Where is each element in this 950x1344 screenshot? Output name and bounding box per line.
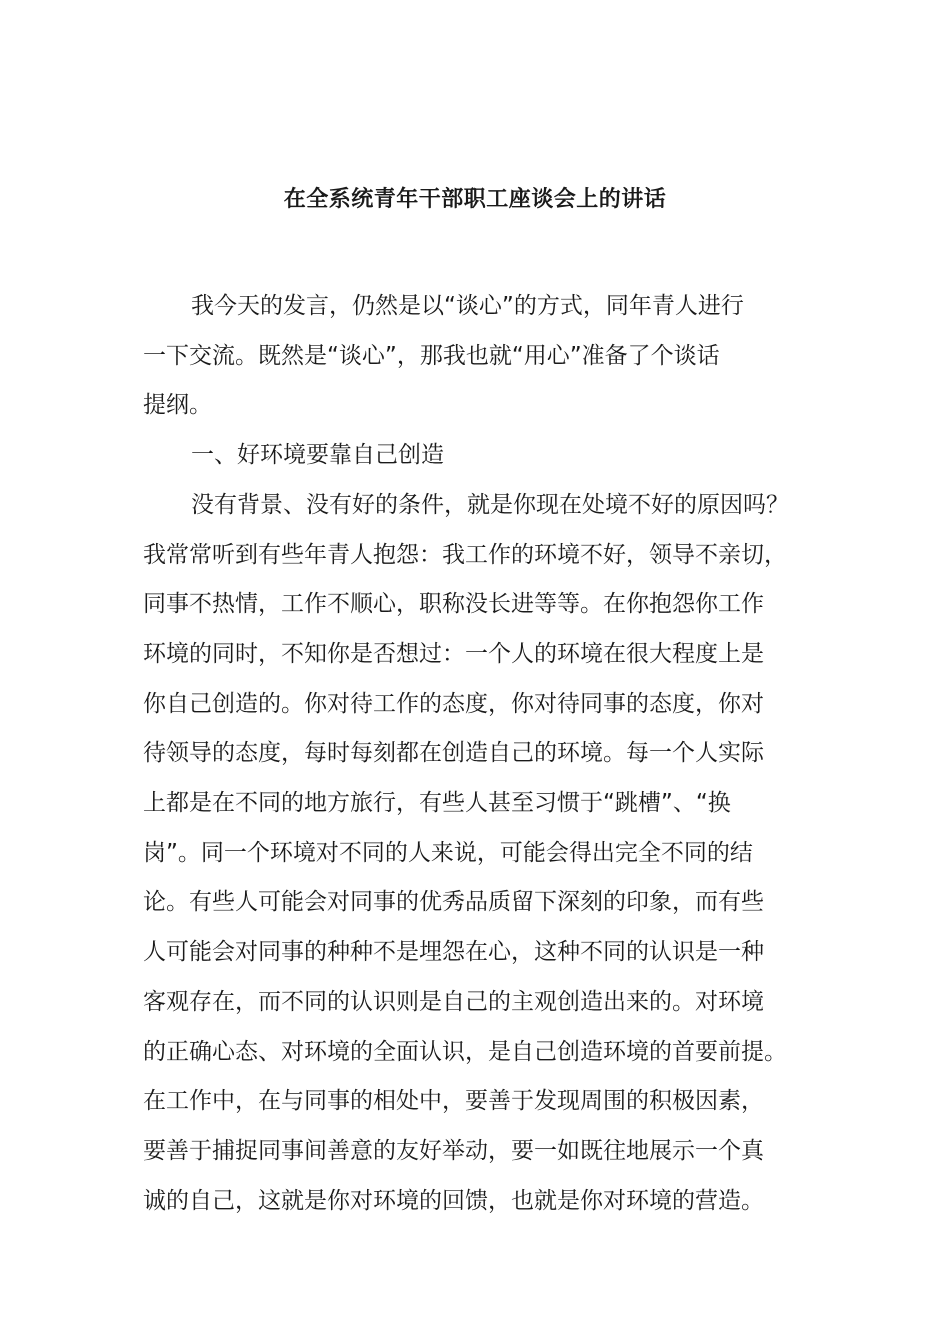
text-line: 岗”。同一个环境对不同的人来说，可能会得出完全不同的结	[143, 839, 753, 866]
text-line: 上都是在不同的地方旅行，有些人甚至习惯于“跳槽”、“换	[143, 790, 731, 817]
text-line: 我常常听到有些年青人抱怨：我工作的环境不好，领导不亲切，	[143, 541, 787, 568]
text-line: 客观存在，而不同的认识则是自己的主观创造出来的。对环境	[143, 988, 764, 1015]
document-body	[143, 282, 833, 1226]
text-line: 你自己创造的。你对待工作的态度，你对待同事的态度，你对	[143, 690, 764, 717]
text-line: 提纲。	[143, 392, 212, 419]
text-line: 论。有些人可能会对同事的优秀品质留下深刻的印象，而有些	[143, 889, 764, 916]
paragraph-environment	[143, 481, 833, 1227]
text-line: 待领导的态度，每时每刻都在创造自己的环境。每一个人实际	[143, 740, 764, 767]
section-heading	[143, 431, 833, 481]
text-line: 一下交流。既然是“谈心”，那我也就“用心”准备了个谈话	[143, 342, 720, 369]
text-line: 在工作中，在与同事的相处中，要善于发现周围的积极因素，	[143, 1088, 764, 1115]
heading-text: 一、好环境要靠自己创造	[191, 442, 444, 469]
text-line: 诚的自己，这就是你对环境的回馈，也就是你对环境的营造。	[143, 1187, 764, 1214]
text-line: 环境的同时，不知你是否想过：一个人的环境在很大程度上是	[143, 640, 764, 667]
text-line: 我今天的发言，仍然是以“谈心”的方式，同年青人进行	[191, 293, 744, 319]
text-line: 要善于捕捉同事间善意的友好举动，要一如既往地展示一个真	[143, 1137, 764, 1164]
paragraph-intro	[143, 282, 833, 431]
document-title: 在全系统青年干部职工座谈会上的讲话	[283, 187, 667, 212]
text-line: 人可能会对同事的种种不是埋怨在心，这种不同的认识是一种	[143, 939, 764, 966]
text-line: 同事不热情，工作不顺心，职称没长进等等。在你抱怨你工作	[143, 591, 764, 618]
text-line: 没有背景、没有好的条件，就是你现在处境不好的原因吗？	[191, 491, 789, 518]
text-line: 的正确心态、对环境的全面认识，是自己创造环境的首要前提。	[143, 1038, 787, 1065]
